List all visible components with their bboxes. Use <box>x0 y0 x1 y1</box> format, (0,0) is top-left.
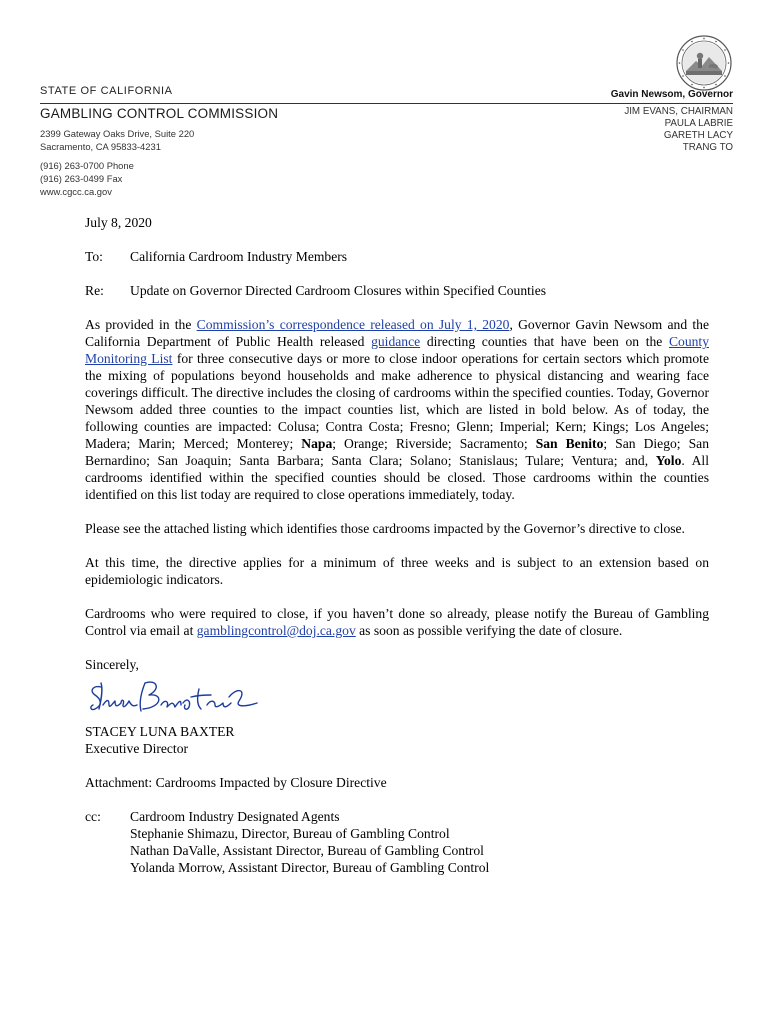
address-line-2: Sacramento, CA 95833-4231 <box>40 141 161 152</box>
commission-member: GARETH LACY <box>663 130 733 141</box>
commission-member: TRANG TO <box>682 142 733 153</box>
commission-member: JIM EVANS, CHAIRMAN <box>624 106 733 117</box>
cc-label: cc: <box>85 809 101 824</box>
state-seal-icon <box>676 35 732 91</box>
guidance-link[interactable]: guidance <box>371 334 421 349</box>
re-value: Update on Governor Directed Cardroom Closures within Specified Counties <box>130 283 547 298</box>
text: , Governor Gavin Newsom and the California Department of Public Health released <box>85 317 709 349</box>
governor-name: Gavin Newsom, Governor <box>610 89 733 100</box>
commission-member: PAULA LABRIE <box>664 118 733 129</box>
text: As provided in the <box>85 317 197 332</box>
commission-correspondence-link[interactable]: Commission’s correspondence released on July 1, 2020 <box>196 317 510 332</box>
phone-number: (916) 263-0700 Phone <box>40 160 134 171</box>
county-bold: San Benito <box>535 436 604 451</box>
cc-recipient: Cardroom Industry Designated Agents <box>130 809 340 824</box>
to-label: To: <box>85 249 103 264</box>
text: . All cardrooms identified within the specified counties should be closed. Those cardrooms within the counties identified on this list today are required to close operations immediately, today. <box>85 453 709 502</box>
paragraph-attached-listing: Please see the attached listing which identifies those cardrooms impacted by the Governor’s directive to close. <box>85 521 685 536</box>
commission-name: GAMBLING CONTROL COMMISSION <box>40 106 279 121</box>
letterhead-right <box>611 89 733 154</box>
text: as soon as possible verifying the date of closure. <box>355 623 623 638</box>
cc-recipient: Nathan DaValle, Assistant Director, Bureau of Gambling Control <box>130 843 484 858</box>
text: directing counties that have been on the <box>420 334 669 349</box>
website: www.cgcc.ca.gov <box>40 186 112 197</box>
fax-number: (916) 263-0499 Fax <box>40 173 123 184</box>
letter-date: July 8, 2020 <box>85 215 152 230</box>
email-link[interactable]: gamblingcontrol@doj.ca.gov <box>196 623 356 638</box>
letter-body <box>85 214 709 876</box>
county-bold: Napa <box>301 436 333 451</box>
signer-title: Executive Director <box>85 741 189 756</box>
signer-name: STACEY LUNA BAXTER <box>85 724 235 739</box>
letterhead-left <box>40 85 278 198</box>
paragraph-duration: At this time, the directive applies for a minimum of three weeks and is subject to an extension based on epidemiologic indicators. <box>85 555 709 587</box>
cc-list <box>130 808 489 876</box>
cc-recipient: Stephanie Shimazu, Director, Bureau of Gambling Control <box>130 826 450 841</box>
text: for three consecutive days or more to close indoor operations for certain sectors which promote the mixing of populations beyond households and make adherence to physical distancing and wearing face coverings difficult. The directive includes the closing of cardrooms within the specified counties. Today, Governor Newsom added three counties to the impact counties list, which are listed in bold below. As of today, the following counties are impacted: Colusa; Contra Costa; Fresno; Glenn; Imperial; Kern; Kings; Los Angeles; Madera; Marin; Merced; Monterey; <box>85 351 709 451</box>
re-line <box>85 282 709 299</box>
state-name: STATE OF CALIFORNIA <box>40 85 173 97</box>
signature-icon <box>87 675 267 721</box>
signature <box>85 675 709 723</box>
paragraph-directive <box>85 316 709 503</box>
to-value: California Cardroom Industry Members <box>130 249 348 264</box>
text: ; Orange; Riverside; Sacramento; <box>332 436 536 451</box>
paragraph-notify <box>85 605 709 639</box>
county-bold: Yolo <box>655 453 682 468</box>
text: Cardrooms who were required to close, if you haven’t done so already, please notify the Bureau of Gambling Control via email at <box>85 606 709 638</box>
address-line-1: 2399 Gateway Oaks Drive, Suite 220 <box>40 128 195 139</box>
closing: Sincerely, <box>85 657 139 672</box>
attachment-line: Attachment: Cardrooms Impacted by Closure Directive <box>85 775 387 790</box>
county-monitoring-list-link[interactable]: County Monitoring List <box>85 334 709 366</box>
text: ; San Diego; San Bernardino; San Joaquin; Santa Barbara; Santa Clara; Solano; Stanislaus; Tulare; Ventura; and, <box>85 436 709 468</box>
cc-recipient: Yolanda Morrow, Assistant Director, Bureau of Gambling Control <box>130 860 490 875</box>
cc-block <box>85 808 709 876</box>
to-line <box>85 248 709 265</box>
re-label: Re: <box>85 283 104 298</box>
